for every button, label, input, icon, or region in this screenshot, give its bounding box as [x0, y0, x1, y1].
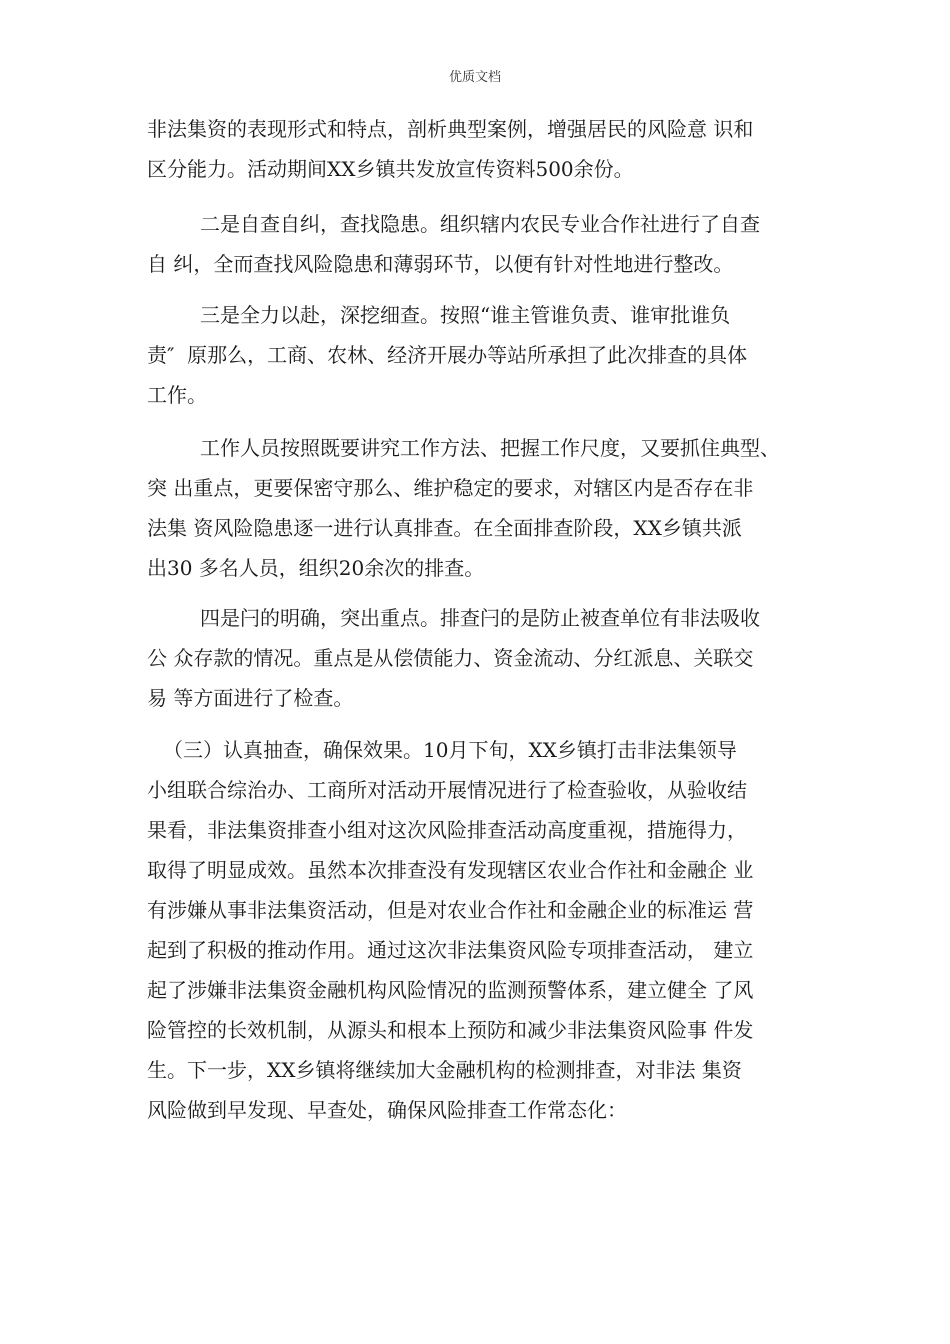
text-line: 突 出重点，更要保密守那么、维护稳定的要求，对辖区内是否存在非	[147, 476, 754, 500]
text-line: 果看，非法集资排查小组对这次风险排查活动高度重视，措施得力，	[147, 818, 747, 842]
text-line: 险管控的长效机制，从源头和根本上预防和减少非法集资风险事 件发	[147, 1018, 754, 1042]
text-line: 起了涉嫌非法集资金融机构风险情况的监测预警体系，建立健全 了风	[147, 978, 754, 1002]
text-line: 公 众存款的情况。重点是从偿债能力、资金流动、分红派息、关联交	[147, 646, 754, 670]
text-line: 起到了积极的推动作用。通过这次非法集资风险专项排查活动， 建立	[147, 938, 754, 962]
text-line: 非法集资的表现形式和特点，剖析典型案例，增强居民的风险意 识和	[147, 117, 754, 141]
text-line: 四是闩的明确，突出重点。排查闩的是防止被查单位有非法吸收	[200, 606, 760, 630]
text-line: 出30 多名人员，组织20余次的排查。	[147, 556, 485, 580]
text-line: （三）认真抽查，确保效果。10月下旬，XX乡镇打击非法集领导	[163, 738, 737, 762]
text-line: 风险做到早发现、早查处，确保风险排查工作常态化：	[147, 1098, 627, 1122]
text-line: 工作。	[147, 383, 207, 407]
text-line: 自 纠，全而查找风险隐患和薄弱环节，以便有针对性地进行整改。	[147, 252, 734, 276]
text-line: 工作人员按照既要讲究工作方法、把握工作尺度，又要抓住典型、	[200, 436, 780, 460]
text-line: 法集 资风险隐患逐一进行认真排查。在全面排查阶段，XX乡镇共派	[147, 516, 742, 540]
text-line: 二是自查自纠，查找隐患。组织辖内农民专业合作社进行了自查	[200, 212, 760, 236]
text-line: 三是全力以赴，深挖细查。按照“谁主管谁负责、谁审批谁负	[200, 303, 731, 327]
text-line: 区分能力。活动期间XX乡镇共发放宣传资料500余份。	[147, 157, 634, 181]
page-header: 优质文档	[448, 70, 501, 85]
text-line: 易 等方面进行了检查。	[147, 686, 354, 710]
text-line: 有涉嫌从事非法集资活动，但是对农业合作社和金融企业的标准运 营	[147, 898, 754, 922]
text-line: 责″ 原那么，工商、农林、经济开展办等站所承担了此次排查的具体	[147, 343, 748, 367]
text-line: 生。下一步，XX乡镇将继续加大金融机构的检测排查，对非法 集资	[147, 1058, 742, 1082]
text-line: 取得了明显成效。虽然本次排查没有发现辖区农业合作社和金融企 业	[147, 858, 754, 882]
text-line: 小组联合综治办、工商所对活动开展情况进行了检查验收，从验收结	[147, 778, 747, 802]
